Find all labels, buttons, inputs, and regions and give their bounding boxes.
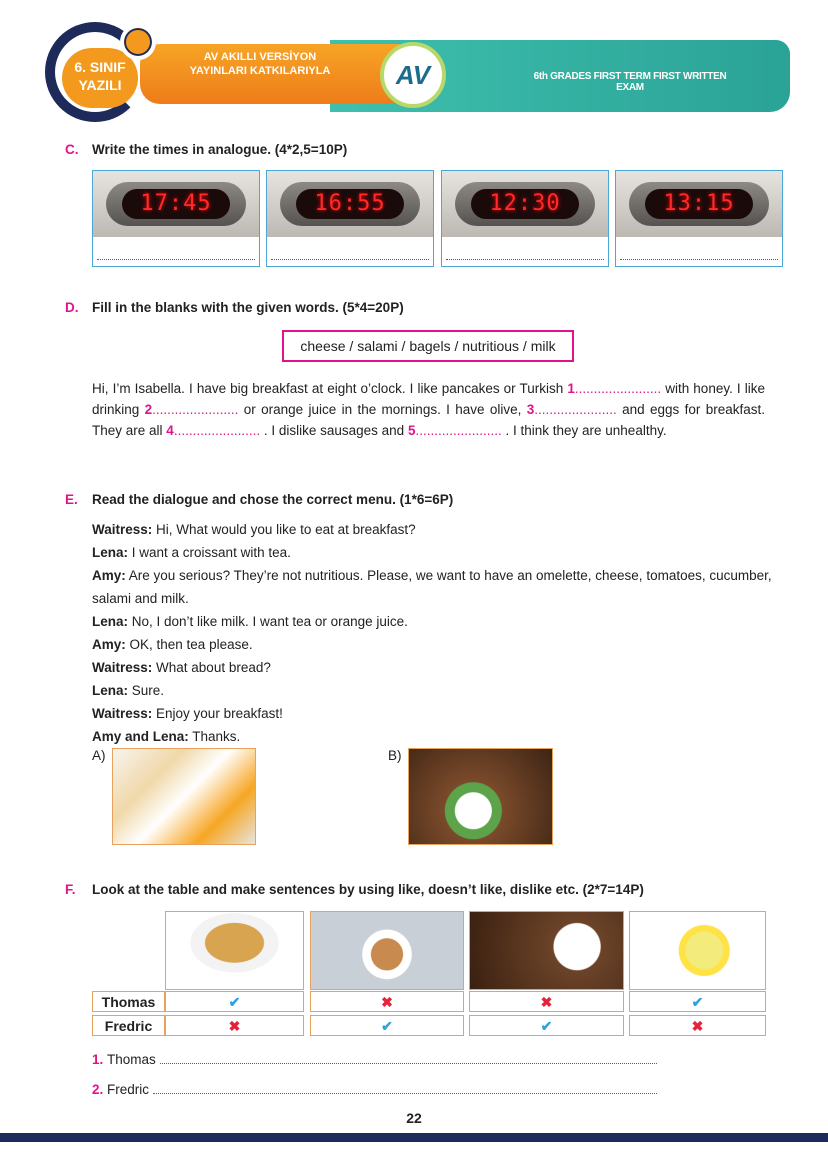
blank-number: 4: [166, 423, 174, 438]
cereal-image: [165, 911, 304, 990]
sentence-2: 2. Fredric: [92, 1082, 657, 1097]
option-b-label[interactable]: B): [388, 748, 402, 763]
footer-bar: [0, 1133, 828, 1142]
av-logo: AV: [380, 42, 446, 108]
blank-number: 5: [407, 423, 416, 438]
cross-icon: ✖: [165, 1015, 304, 1036]
dialogue-line: Amy and Lena: Thanks.: [92, 729, 241, 744]
dialogue-line: Waitress: What about bread?: [92, 660, 271, 675]
word-box: cheese / salami / bagels / nutritious / milk: [282, 330, 574, 362]
clock-card: [92, 170, 260, 267]
option-a-label[interactable]: A): [92, 748, 106, 763]
digital-clock: 16:55: [296, 189, 404, 219]
sentence-1: 1. Thomas: [92, 1052, 657, 1067]
publisher-line1: AV AKILLI VERSİYON: [203, 51, 317, 63]
answer-line[interactable]: [153, 1082, 657, 1094]
digital-clock: 13:15: [645, 189, 753, 219]
muffin-image: [310, 911, 464, 990]
dialogue-line: Lena: Sure.: [92, 683, 165, 698]
dialogue-line: Amy: Are you serious? They’re not nutritious. Please, we want to have an omelette, cheese, tomatoes, cucumber, salami and milk.: [92, 568, 772, 606]
clock-card: [266, 170, 434, 267]
dialogue-line: Waitress: Hi, What would you like to eat at breakfast?: [92, 522, 416, 537]
cross-icon: ✖: [469, 991, 624, 1012]
fill-in-paragraph: Hi, I’m Isabella. I have big breakfast at eight o’clock. I like pancakes or Turkish 1....................... with honey. I like drinking 2....................... or orange juice in the mornings. I have olive, 3...................... and eggs for breakfast. They are all 4....................... . I dislike sausages and 5....................... . I think they are unhealthy.: [92, 381, 765, 438]
dialogue-line: Amy: OK, then tea please.: [92, 637, 253, 652]
section-e-title: Read the dialogue and chose the correct menu. (1*6=6P): [92, 492, 454, 507]
badge-line2: YAZILI: [78, 77, 122, 93]
coffee-image: [469, 911, 624, 990]
row-name-fredric: Fredric: [92, 1015, 165, 1036]
lemonade-image: [629, 911, 766, 990]
page-number: 22: [406, 1110, 422, 1126]
answer-line[interactable]: [271, 259, 429, 260]
blank-number: 3: [526, 402, 535, 417]
menu-b-image[interactable]: [408, 748, 553, 845]
dialogue-line: Lena: No, I don’t like milk. I want tea or orange juice.: [92, 614, 408, 629]
blank-number: 1: [567, 381, 575, 396]
row-name-thomas: Thomas: [92, 991, 165, 1012]
dialogue: [92, 518, 772, 748]
section-c-title: Write the times in analogue. (4*2,5=10P): [92, 142, 348, 157]
answer-line[interactable]: [446, 259, 604, 260]
publisher-text: [170, 50, 350, 78]
section-d-letter: D.: [65, 300, 79, 315]
section-e-letter: E.: [65, 492, 78, 507]
menu-a-image[interactable]: [112, 748, 256, 845]
publisher-line2: YAYINLARI KATKILARIYLA: [189, 65, 331, 77]
digital-clock: 17:45: [122, 189, 230, 219]
badge-line1: 6. SINIF: [74, 59, 126, 75]
cross-icon: ✖: [629, 1015, 766, 1036]
digital-clock: 12:30: [471, 189, 579, 219]
answer-line[interactable]: [620, 259, 778, 260]
check-icon: ✔: [310, 1015, 464, 1036]
section-f-title: Look at the table and make sentences by using like, doesn’t like, dislike etc. (2*7=14P): [92, 882, 644, 897]
check-icon: ✔: [469, 1015, 624, 1036]
answer-line[interactable]: [160, 1052, 657, 1064]
check-icon: ✔: [165, 991, 304, 1012]
exam-title: 6th GRADES FIRST TERM FIRST WRITTEN EXAM: [533, 71, 727, 93]
dialogue-line: Lena: I want a croissant with tea.: [92, 545, 291, 560]
dialogue-line: Waitress: Enjoy your breakfast!: [92, 706, 283, 721]
answer-line[interactable]: [97, 259, 255, 260]
clock-icon: [120, 24, 156, 60]
blank[interactable]: .......................: [173, 423, 261, 438]
section-f-letter: F.: [65, 882, 76, 897]
section-c-letter: C.: [65, 142, 79, 157]
blank[interactable]: .......................: [574, 381, 662, 396]
blank[interactable]: .......................: [415, 423, 502, 438]
section-d-title: Fill in the blanks with the given words. (5*4=20P): [92, 300, 404, 315]
clock-card: [441, 170, 609, 267]
cross-icon: ✖: [310, 991, 464, 1012]
clock-card: [615, 170, 783, 267]
blank[interactable]: ......................: [534, 402, 617, 417]
blank[interactable]: .......................: [152, 402, 239, 417]
grade-badge: [62, 48, 138, 108]
blank-number: 2: [144, 402, 153, 417]
check-icon: ✔: [629, 991, 766, 1012]
